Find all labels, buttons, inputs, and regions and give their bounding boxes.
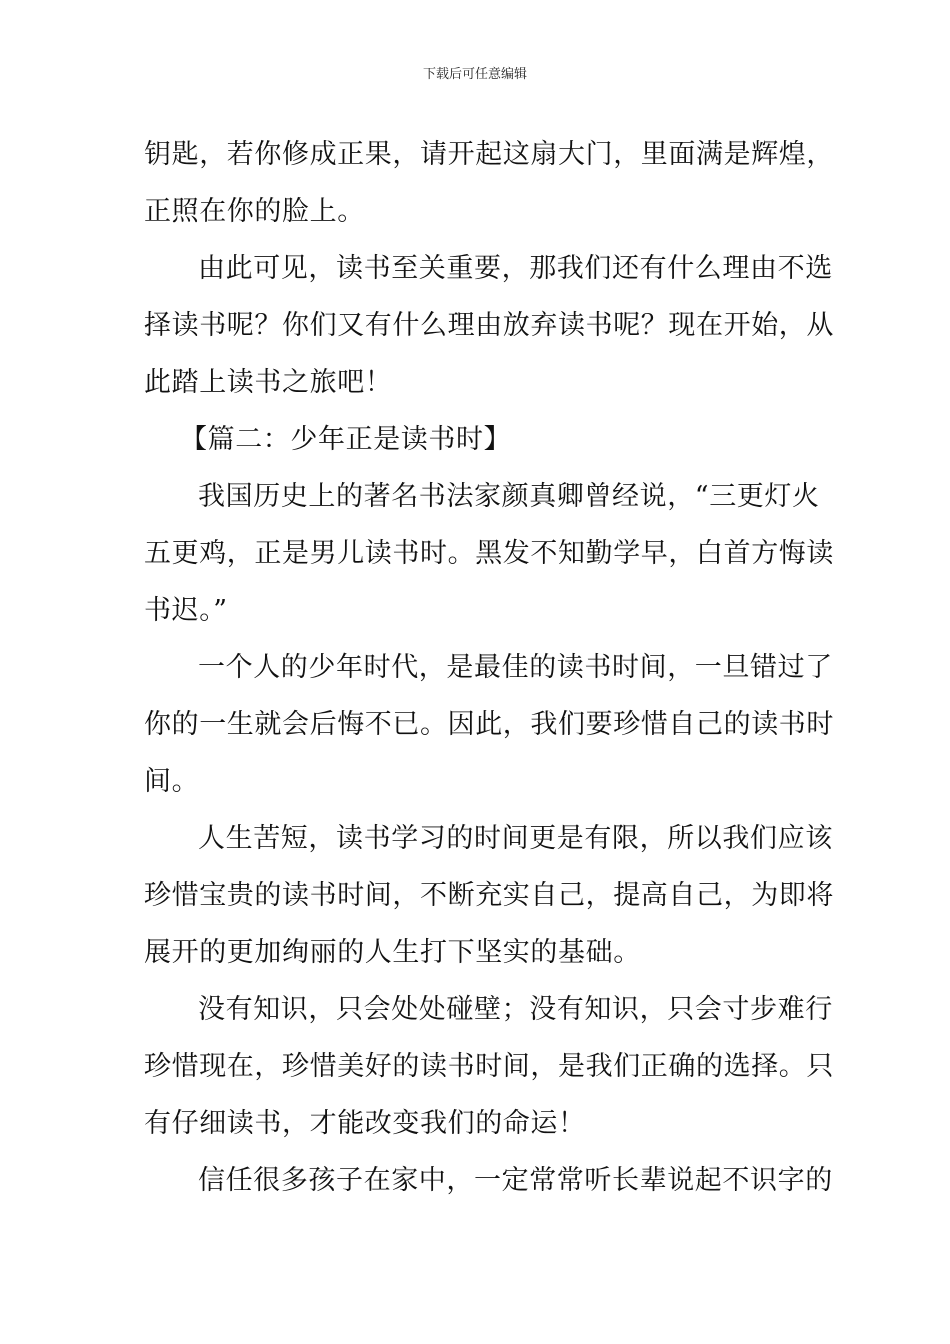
text-line: 人生苦短，读书学习的时间更是有限，所以我们应该 <box>198 823 833 854</box>
paragraph-2 <box>144 240 834 411</box>
text-line: 展开的更加绚丽的人生打下坚实的基础。 <box>144 937 641 968</box>
page-header: 下载后可任意编辑 <box>422 67 527 82</box>
text-line: 你的一生就会后悔不已。因此，我们要珍惜自己的读书时 <box>144 709 834 740</box>
text-line: 正照在你的脸上。 <box>144 196 365 227</box>
text-line: 没有知识，只会处处碰壁；没有知识，只会寸步难行 <box>198 994 833 1025</box>
body-text <box>144 126 834 1209</box>
paragraph-3 <box>144 468 834 639</box>
text-line: 五更鸡，正是男儿读书时。黑发不知勤学早，白首方悔读 <box>144 538 834 569</box>
paragraph-4 <box>144 639 834 810</box>
text-line: 信任很多孩子在家中，一定常常听长辈说起不识字的 <box>198 1165 833 1196</box>
text-line: 珍惜宝贵的读书时间，不断充实自己，提高自己，为即将 <box>144 880 834 911</box>
section-heading <box>144 411 809 468</box>
text-line: 由此可见，读书至关重要，那我们还有什么理由不选 <box>198 253 833 284</box>
paragraph-1 <box>144 126 834 240</box>
text-line: 择读书呢？你们又有什么理由放弃读书呢？现在开始，从 <box>144 310 834 341</box>
text-line: 钥匙，若你修成正果，请开起这扇大门，里面满是辉煌， <box>144 139 834 170</box>
text-line: 一个人的少年时代，是最佳的读书时间，一旦错过了 <box>198 652 833 683</box>
text-line: 有仔细读书，才能改变我们的命运！ <box>144 1108 586 1139</box>
heading-text: 【篇二：少年正是读书时】 <box>180 424 512 455</box>
paragraph-7 <box>144 1152 833 1209</box>
text-line: 我国历史上的著名书法家颜真卿曾经说，“三更灯火 <box>198 481 820 512</box>
paragraph-5 <box>144 810 834 981</box>
paragraph-6 <box>144 981 834 1152</box>
text-line: 此踏上读书之旅吧！ <box>144 367 393 398</box>
text-line: 书迟。” <box>144 595 228 626</box>
text-line: 间。 <box>144 766 200 797</box>
text-line: 珍惜现在，珍惜美好的读书时间，是我们正确的选择。只 <box>144 1051 834 1082</box>
